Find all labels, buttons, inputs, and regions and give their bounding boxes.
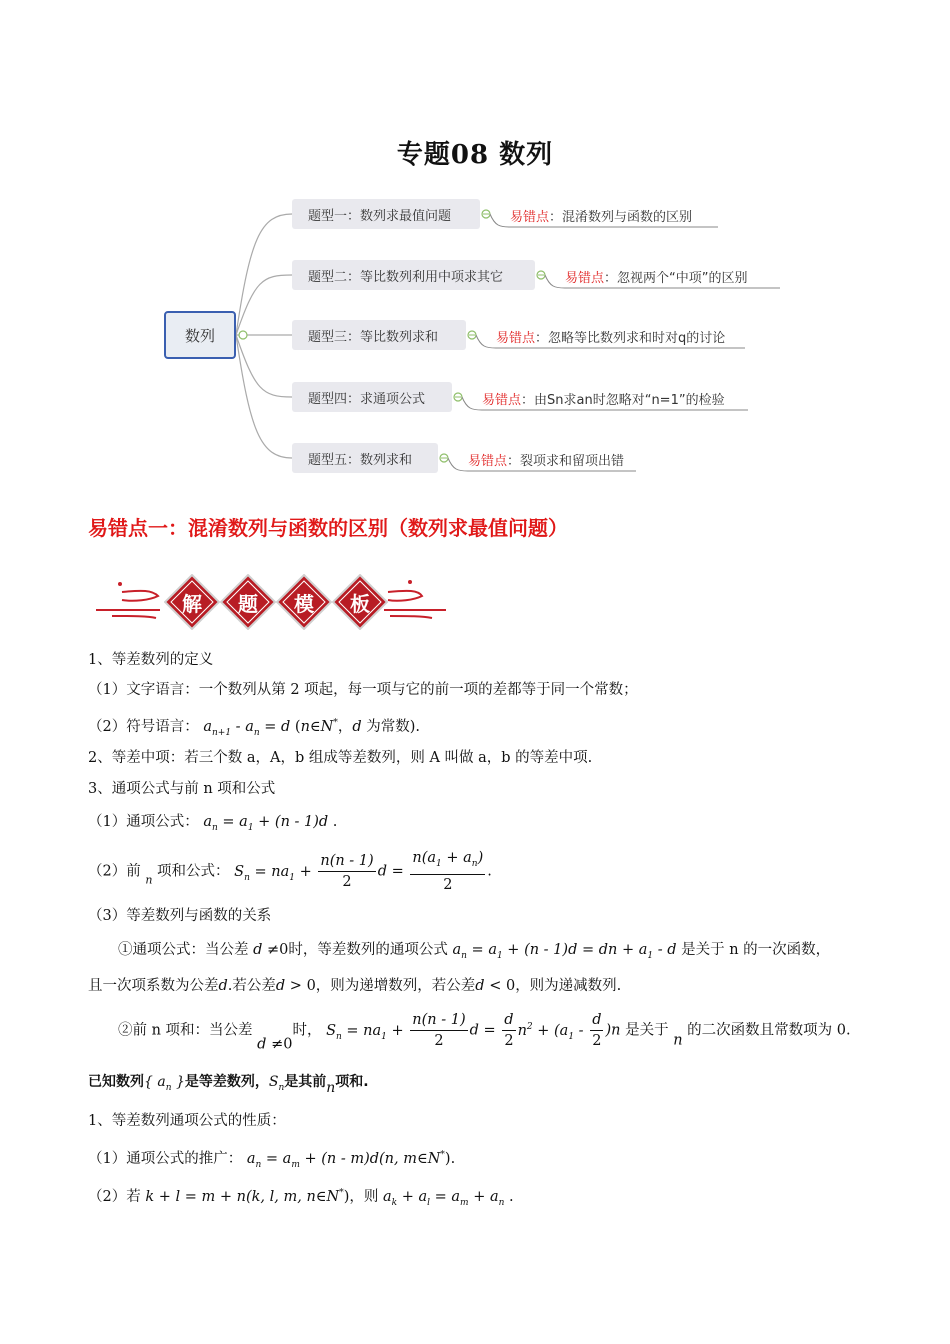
banner-badge-1 xyxy=(164,574,216,626)
content-line-10: 且一次项系数为公差d.若公差d > 0，则为递增数列，若公差d < 0，则为递减数列. xyxy=(88,978,622,994)
content-line-12: 已知数列{ $a_n$ }是等差数列，$S_n$是其前n项和. xyxy=(88,1074,369,1096)
banner xyxy=(164,574,388,630)
mindmap-error-4: 易错点：由Sn求an时忽略对“n=1”的检验 xyxy=(482,393,725,408)
content-line-15: （2）若 k + l = m + n(k, l, m, n∈N*)，则 $a_k + a_l = a_m + a_n$ . xyxy=(88,1188,514,1208)
banner-badge-4 xyxy=(332,574,384,626)
content-line-13: 1、等差数列通项公式的性质： xyxy=(88,1113,286,1129)
mindmap-error-2: 易错点：忽视两个“中项”的区别 xyxy=(565,271,748,286)
mindmap-topic-4: 题型四：求通项公式 xyxy=(292,382,452,412)
mindmap-root: 数列 xyxy=(164,311,236,359)
content-line-11: ②前 n 项和：当公差 d ≠0时， $S_n = na_1$ + $\frac{n(n - 1)}{2}$ d = $\frac{d}{2}$ $n^2 + (a_1$ - $\frac{d}{2}$ )n 是关于 n 的二次函数且常数项为 0. xyxy=(118,1012,851,1053)
mindmap-error-1: 易错点：混淆数列与函数的区别 xyxy=(510,210,693,225)
banner-char-3: 模 xyxy=(294,591,314,616)
banner-badge-2 xyxy=(220,574,272,626)
mindmap-error-3: 易错点：忽略等比数列求和时对q的讨论 xyxy=(496,331,726,346)
content-line-5: 3、通项公式与前 n 项和公式 xyxy=(88,781,276,797)
content-line-3: （2）符号语言： $a_{n+1} - a_n = d$ (n∈N*，d 为常数). xyxy=(88,718,421,738)
content-line-6: （1）通项公式： $a_n = a_1 + (n - 1)d$ . xyxy=(88,814,338,833)
content-line-4: 2、等差中项：若三个数 a，A，b 组成等差数列，则 A 叫做 a，b 的等差中项. xyxy=(88,750,593,766)
content-line-1: 1、等差数列的定义 xyxy=(88,652,214,668)
mindmap-topic-2: 题型二：等比数列利用中项求其它 xyxy=(292,260,535,290)
mindmap-topic-3: 题型三：等比数列求和 xyxy=(292,320,466,350)
banner-badge-3 xyxy=(276,574,328,626)
content-line-9: ①通项公式：当公差 d ≠0时，等差数列的通项公式 $a_n = a_1 + (n - 1)d$ = dn + $a_1$ - d 是关于 n 的一次函数， xyxy=(118,942,831,961)
mindmap-topic-5: 题型五：数列求和 xyxy=(292,443,438,473)
mindmap-connectors xyxy=(0,0,950,480)
content-line-7: （2）前 $_n$ 项和公式： $S_n = na_1$ + $\frac{n(n - 1)}{2}$ d = $\frac{n(a_1 + a_n)}{2}$ . xyxy=(88,850,492,893)
page-title: 专题08 数列 xyxy=(396,140,554,170)
mindmap-topic-1: 题型一：数列求最值问题 xyxy=(292,199,480,229)
banner-char-2: 题 xyxy=(238,591,258,616)
banner-char-1: 解 xyxy=(182,591,202,616)
content-line-8: （3）等差数列与函数的关系 xyxy=(88,908,272,924)
mindmap-error-5: 易错点：裂项求和留项出错 xyxy=(468,454,625,469)
banner-char-4: 板 xyxy=(350,591,370,616)
section-heading: 易错点一：混淆数列与函数的区别（数列求最值问题） xyxy=(88,516,568,540)
content-line-2: （1）文字语言：一个数列从第 2 项起，每一项与它的前一项的差都等于同一个常数； xyxy=(88,682,638,698)
content-line-14: （1）通项公式的推广： $a_n = a_m + (n - m)d(n$, m∈N*). xyxy=(88,1150,456,1170)
